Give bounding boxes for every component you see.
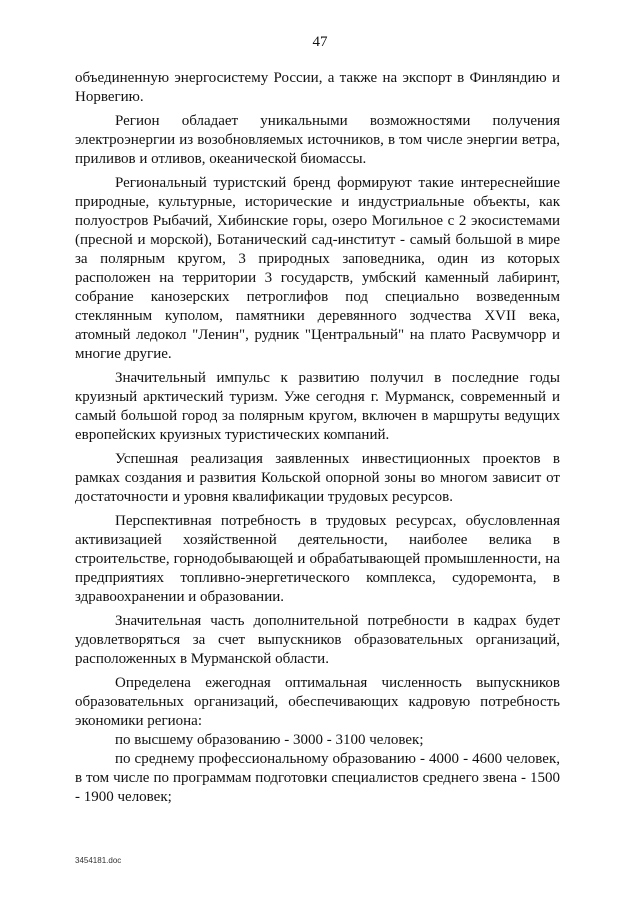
paragraph-graduates-supply: Значительная часть дополнительной потребности в кадрах будет удовлетворяться за счет выпускников образовательных организаций, расположенных в Мурманской области. <box>75 613 560 667</box>
document-filename-footer: 3454181.doc <box>75 856 122 865</box>
paragraph-labor-demand: Перспективная потребность в трудовых ресурсах, обусловленная активизацией хозяйственной деятельности, наиболее велика в строительстве, горнодобывающей и обрабатывающей промышленности, на предприятиях топливно-энергетического комплекса, судоремонта, в здравоохранении и образовании. <box>75 513 560 605</box>
paragraph-optimal-graduates: Определена ежегодная оптимальная численность выпускников образовательных организаций, обеспечивающих кадровую потребность экономики региона: <box>75 675 560 729</box>
paragraph-energy-export-continuation: объединенную энергосистему России, а также на экспорт в Финляндию и Норвегию. <box>75 70 560 105</box>
paragraph-renewable-energy: Регион обладает уникальными возможностями получения электроэнергии из возобновляемых источников, в том числе энергии ветра, приливов и отливов, океанической биомассы. <box>75 113 560 167</box>
paragraph-tourist-brand: Региональный туристский бренд формируют такие интереснейшие природные, культурные, исторические и индустриальные объекты, как полуостров Рыбачий, Хибинские горы, озеро Могильное с 2 экосистемами (пресной и морской), Ботанический сад-институт - самый большой в мире за полярным кругом, 3 природных заповедника, один из которых расположен на территории 3 государств, умбский каменный лабиринт, собрание канозерских петроглифов под специально возведенным стеклянным куполом, памятники деревянного зодчества XVII века, атомный ледокол "Ленин", рудник "Центральный" на плато Расвумчорр и многие другие. <box>75 175 560 362</box>
paragraph-investment-projects: Успешная реализация заявленных инвестиционных проектов в рамках создания и развития Кольской опорной зоны во многом зависит от достаточности и уровня квалификации трудовых ресурсов. <box>75 451 560 505</box>
list-item-higher-education: по высшему образованию - 3000 - 3100 человек; <box>115 732 424 748</box>
list-item-vocational-education: по среднему профессиональному образованию - 4000 - 4600 человек, в том числе по программам подготовки специалистов среднего звена - 1500 - 1900 человек; <box>75 751 560 805</box>
paragraph-cruise-tourism: Значительный импульс к развитию получил в последние годы круизный арктический туризм. Уже сегодня г. Мурманск, современный и самый большой город за полярным кругом, включен в маршруты ведущих европейских круизных туристических компаний. <box>75 370 560 443</box>
document-body <box>75 69 560 807</box>
page-number: 47 <box>312 34 328 50</box>
